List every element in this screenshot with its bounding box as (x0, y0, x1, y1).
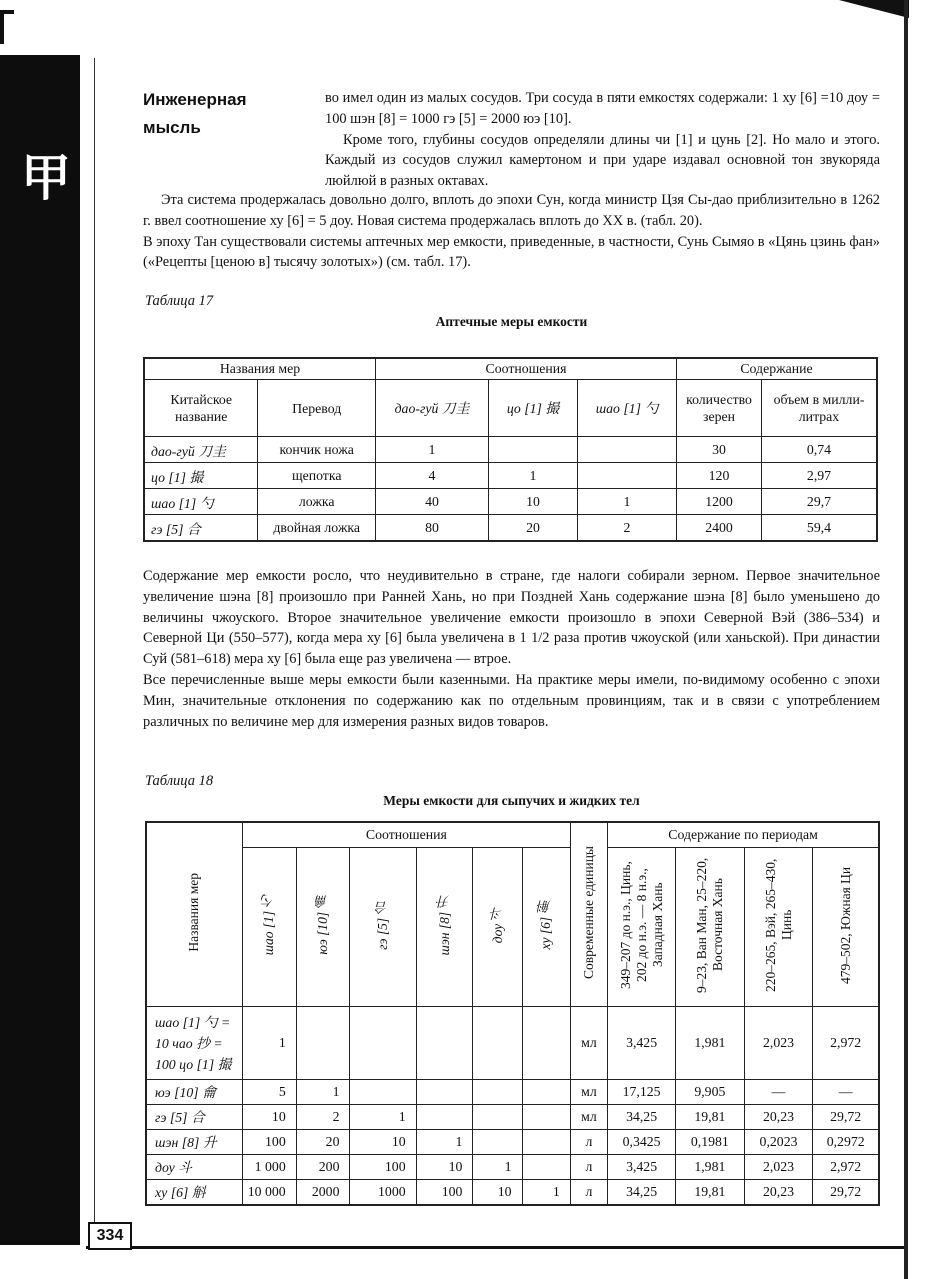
heading-line-1: Инженерная (143, 90, 247, 109)
period-value-cell: 1,981 (676, 1155, 745, 1180)
period-value-cell: 17,125 (608, 1080, 676, 1105)
table-row (146, 1155, 879, 1180)
table-cell: 2400 (677, 515, 762, 542)
unit-cell: л (570, 1180, 607, 1206)
vertical-header: Названия мер (186, 873, 202, 952)
table-cell: щепотка (258, 463, 376, 489)
ratio-cell: 2 (296, 1105, 350, 1130)
measure-name-line: шэн [8] 升 (155, 1134, 217, 1150)
ratio-cell: 10 (242, 1105, 296, 1130)
page-corner-shadow (839, 0, 909, 18)
measure-name-line: шао [1] 勺 = (155, 1014, 231, 1030)
table-header (146, 822, 242, 1007)
table-header (473, 848, 522, 1007)
unit-cell: мл (570, 1080, 607, 1105)
period-value-cell: 20,23 (744, 1180, 813, 1206)
vertical-header: Современные единицы (580, 846, 596, 979)
table-cell: 4 (376, 463, 489, 489)
measure-name-line: 10 чао 抄 = (155, 1035, 223, 1051)
measure-name-cell (146, 1105, 242, 1130)
section-heading (143, 86, 303, 142)
table-cell: 29,7 (762, 489, 878, 515)
ratio-cell (473, 1007, 522, 1080)
period-value-cell: 29,72 (813, 1105, 879, 1130)
vertical-header: шао [1] 勺 (261, 894, 277, 956)
vertical-header: 220–265, Вэй, 265–430, Цинь (762, 858, 794, 992)
unit-cell: мл (570, 1105, 607, 1130)
ratio-cell (473, 1080, 522, 1105)
table-header: объем в милли-литрах (762, 380, 878, 437)
ratio-cell (522, 1105, 570, 1130)
paragraph: во имел один из малых сосудов. Три сосуда в пяти емкостях содержали: 1 ху [6] =10 доу = 100 шэн [8] = 1000 гэ [5] = 2000 юэ [10]. (325, 90, 880, 127)
table-header (570, 822, 607, 1007)
table-cell: 0,74 (762, 437, 878, 463)
measure-name-cell: дао-гуй 刀圭 (144, 437, 258, 463)
ratio-cell (296, 1007, 350, 1080)
unit-cell: л (570, 1130, 607, 1155)
table-cell: ложка (258, 489, 376, 515)
table-17-label: Таблица 17 (145, 293, 214, 309)
paragraph-top (325, 88, 880, 192)
margin-glyph: 甲 (21, 149, 71, 207)
measure-name-line: юэ [10] 龠 (155, 1084, 216, 1100)
ratio-cell (522, 1007, 570, 1080)
ratio-cell (522, 1155, 570, 1180)
ratio-cell: 200 (296, 1155, 350, 1180)
measure-name-line: 100 цо [1] 撮 (155, 1056, 232, 1072)
vertical-header: 479–502, Южная Ци (837, 866, 853, 984)
unit-cell: мл (570, 1007, 607, 1080)
table-header: дао-гуй 刀圭 (376, 380, 489, 437)
table-header (350, 848, 416, 1007)
vertical-header: шэн [8] 升 (436, 894, 452, 956)
vertical-header: 9–23, Ван Ман, 25–220, Восточная Хань (693, 857, 725, 993)
table-row (144, 515, 877, 542)
table-cell: 1 (489, 463, 578, 489)
table-header: Соотношения (376, 358, 677, 380)
table-cell (578, 437, 677, 463)
table-header (744, 848, 813, 1007)
vertical-header: гэ [5] 合 (375, 900, 391, 950)
ratio-cell: 20 (296, 1130, 350, 1155)
period-value-cell: 34,25 (608, 1105, 676, 1130)
ratio-cell (522, 1130, 570, 1155)
table-cell: 30 (677, 437, 762, 463)
ratio-cell: 5 (242, 1080, 296, 1105)
period-value-cell: 0,3425 (608, 1130, 676, 1155)
period-value-cell: — (813, 1080, 879, 1105)
paragraph-block-middle (143, 566, 880, 732)
table-row (146, 1080, 879, 1105)
ratio-cell: 1 (522, 1180, 570, 1206)
ratio-cell: 100 (416, 1180, 473, 1206)
period-value-cell: 0,2972 (813, 1130, 879, 1155)
table-header (296, 848, 350, 1007)
period-value-cell: 9,905 (676, 1080, 745, 1105)
table-cell: 1 (376, 437, 489, 463)
period-value-cell: — (744, 1080, 813, 1105)
ratio-cell: 10 (350, 1130, 416, 1155)
period-value-cell: 2,023 (744, 1155, 813, 1180)
table-cell (489, 437, 578, 463)
page-right-edge (904, 0, 908, 1279)
ratio-cell: 1 (473, 1155, 522, 1180)
table-cell: 80 (376, 515, 489, 542)
period-value-cell: 1,981 (676, 1007, 745, 1080)
table-cell: 40 (376, 489, 489, 515)
table-18-title: Меры емкости для сыпучих и жидких тел (383, 793, 640, 808)
ratio-cell: 1 000 (242, 1155, 296, 1180)
vertical-header: юэ [10] 龠 (315, 895, 331, 955)
table-18-label: Таблица 18 (145, 773, 214, 789)
ratio-cell (416, 1080, 473, 1105)
margin-bar (0, 55, 86, 1245)
ratio-cell (416, 1007, 473, 1080)
table-header (416, 848, 473, 1007)
table-header: Содержание по периодам (608, 822, 879, 848)
table-header (813, 848, 879, 1007)
period-value-cell: 3,425 (608, 1007, 676, 1080)
period-value-cell: 29,72 (813, 1180, 879, 1206)
ratio-cell: 1000 (350, 1180, 416, 1206)
period-value-cell: 3,425 (608, 1155, 676, 1180)
table-cell: 59,4 (762, 515, 878, 542)
ratio-cell: 100 (242, 1130, 296, 1155)
table-header: количество зерен (677, 380, 762, 437)
page-number: 334 (88, 1222, 132, 1250)
table-row (144, 437, 877, 463)
measure-name-cell (146, 1130, 242, 1155)
heading-line-2: мысль (143, 118, 201, 137)
ratio-cell (522, 1080, 570, 1105)
table-header: шао [1] 勺 (578, 380, 677, 437)
measure-name-cell (146, 1155, 242, 1180)
measure-name-cell (146, 1007, 242, 1080)
table-header (676, 848, 745, 1007)
page-corner-mark (0, 10, 14, 44)
table-cell: кончик ножа (258, 437, 376, 463)
ratio-cell (350, 1080, 416, 1105)
table-cell: 2,97 (762, 463, 878, 489)
period-value-cell: 19,81 (676, 1180, 745, 1206)
period-value-cell: 0,1981 (676, 1130, 745, 1155)
table-row (146, 1007, 879, 1080)
table-cell (578, 463, 677, 489)
ratio-cell (473, 1130, 522, 1155)
ratio-cell (473, 1105, 522, 1130)
table-cell: 10 (489, 489, 578, 515)
table-18 (145, 821, 880, 1206)
table-row (146, 1105, 879, 1130)
table-header: Содержание (677, 358, 878, 380)
vertical-header: 349–207 до н.э., Цинь, 202 до н.э. — 8 н.э., Западная Хань (617, 861, 665, 989)
table-header: цо [1] 撮 (489, 380, 578, 437)
table-header (242, 848, 296, 1007)
table-row (144, 489, 877, 515)
ratio-cell: 10 (416, 1155, 473, 1180)
table-row (146, 1180, 879, 1206)
table-row (146, 1130, 879, 1155)
table-cell: 120 (677, 463, 762, 489)
ratio-cell: 1 (416, 1130, 473, 1155)
table-cell: 1 (578, 489, 677, 515)
measure-name-line: гэ [5] 合 (155, 1109, 205, 1125)
period-value-cell: 19,81 (676, 1105, 745, 1130)
vertical-header: доу 斗 (489, 906, 505, 944)
ratio-cell: 10 (473, 1180, 522, 1206)
period-value-cell: 0,2023 (744, 1130, 813, 1155)
ratio-cell: 1 (296, 1080, 350, 1105)
measure-name-cell: цо [1] 撮 (144, 463, 258, 489)
period-value-cell: 34,25 (608, 1180, 676, 1206)
table-17 (143, 357, 878, 542)
table-17-title: Аптечные меры емкости (435, 314, 588, 329)
measure-name-cell: шао [1] 勺 (144, 489, 258, 515)
page-bottom-rule (86, 1246, 904, 1249)
table-cell: 20 (489, 515, 578, 542)
paragraph: Кроме того, глубины сосудов определяли длины чи [1] и цунь [2]. Но мало и этого. Каждый из сосудов служил камертоном и при ударе издавал основной тон звукоряда люйлюй в разных октавах. (325, 131, 880, 190)
ratio-cell: 2000 (296, 1180, 350, 1206)
table-cell: двойная ложка (258, 515, 376, 542)
ratio-cell: 1 (350, 1105, 416, 1130)
table-header (608, 848, 676, 1007)
ratio-cell: 10 000 (242, 1180, 296, 1206)
unit-cell: л (570, 1155, 607, 1180)
vertical-header: ху [6] 斛 (538, 900, 554, 950)
table-header: Китайское название (144, 380, 258, 437)
ratio-cell (350, 1007, 416, 1080)
ratio-cell: 100 (350, 1155, 416, 1180)
paragraph-block (143, 190, 880, 273)
measure-name-cell (146, 1080, 242, 1105)
table-header: Перевод (258, 380, 376, 437)
ratio-cell: 1 (242, 1007, 296, 1080)
table-header: Соотношения (242, 822, 570, 848)
measure-name-cell (146, 1180, 242, 1206)
measure-name-line: доу 斗 (155, 1159, 192, 1175)
table-row (144, 463, 877, 489)
period-value-cell: 20,23 (744, 1105, 813, 1130)
period-value-cell: 2,023 (744, 1007, 813, 1080)
table-cell: 1200 (677, 489, 762, 515)
table-header: Названия мер (144, 358, 376, 380)
paragraph: Все перечисленные выше меры емкости были казенными. На практике меры имели, по-видимому особенно с эпохи Мин, значительные отклонения по содержанию как по отдельным провинциям, так и в связи с употреблением различных по величине мер для измерения разных видов товаров. (143, 671, 880, 730)
ratio-cell (416, 1105, 473, 1130)
period-value-cell: 2,972 (813, 1007, 879, 1080)
measure-name-line: ху [6] 斛 (155, 1184, 206, 1200)
paragraph: В эпоху Тан существовали системы аптечных мер емкости, приведенные, в частности, Сунь Сымяо в «Цянь цзинь фан» («Рецепты [ценою в] тысячу золотых») (см. табл. 17). (143, 233, 880, 271)
paragraph: Содержание мер емкости росло, что неудивительно в стране, где налоги собирали зерном. Первое значительное увеличение шэна [8] произошло при Ранней Хань, но при Поздней Хань содержание шэна [8] было уменьшено до величины чжоуского. Второе значительное увеличение емкости произошло в эпохи Северной Вэй (386–534) и Северной Ци (550–577), когда мера ху [6] была увеличена в 1 1/2 раза против чжоуской (или ханьской). При династии Суй (581–618) мера ху [6] была еще раз увеличена — втрое. (143, 568, 880, 668)
paragraph: Эта система продержалась довольно долго, вплоть до эпохи Сун, когда министр Цзя Сы-дао приблизительно в 1262 г. ввел соотношение ху [6] = 5 доу. Новая система продержалась вплоть до XX в. (табл. 20). (143, 192, 880, 229)
table-cell: 2 (578, 515, 677, 542)
table-header (522, 848, 570, 1007)
measure-name-cell: гэ [5] 合 (144, 515, 258, 542)
period-value-cell: 2,972 (813, 1155, 879, 1180)
